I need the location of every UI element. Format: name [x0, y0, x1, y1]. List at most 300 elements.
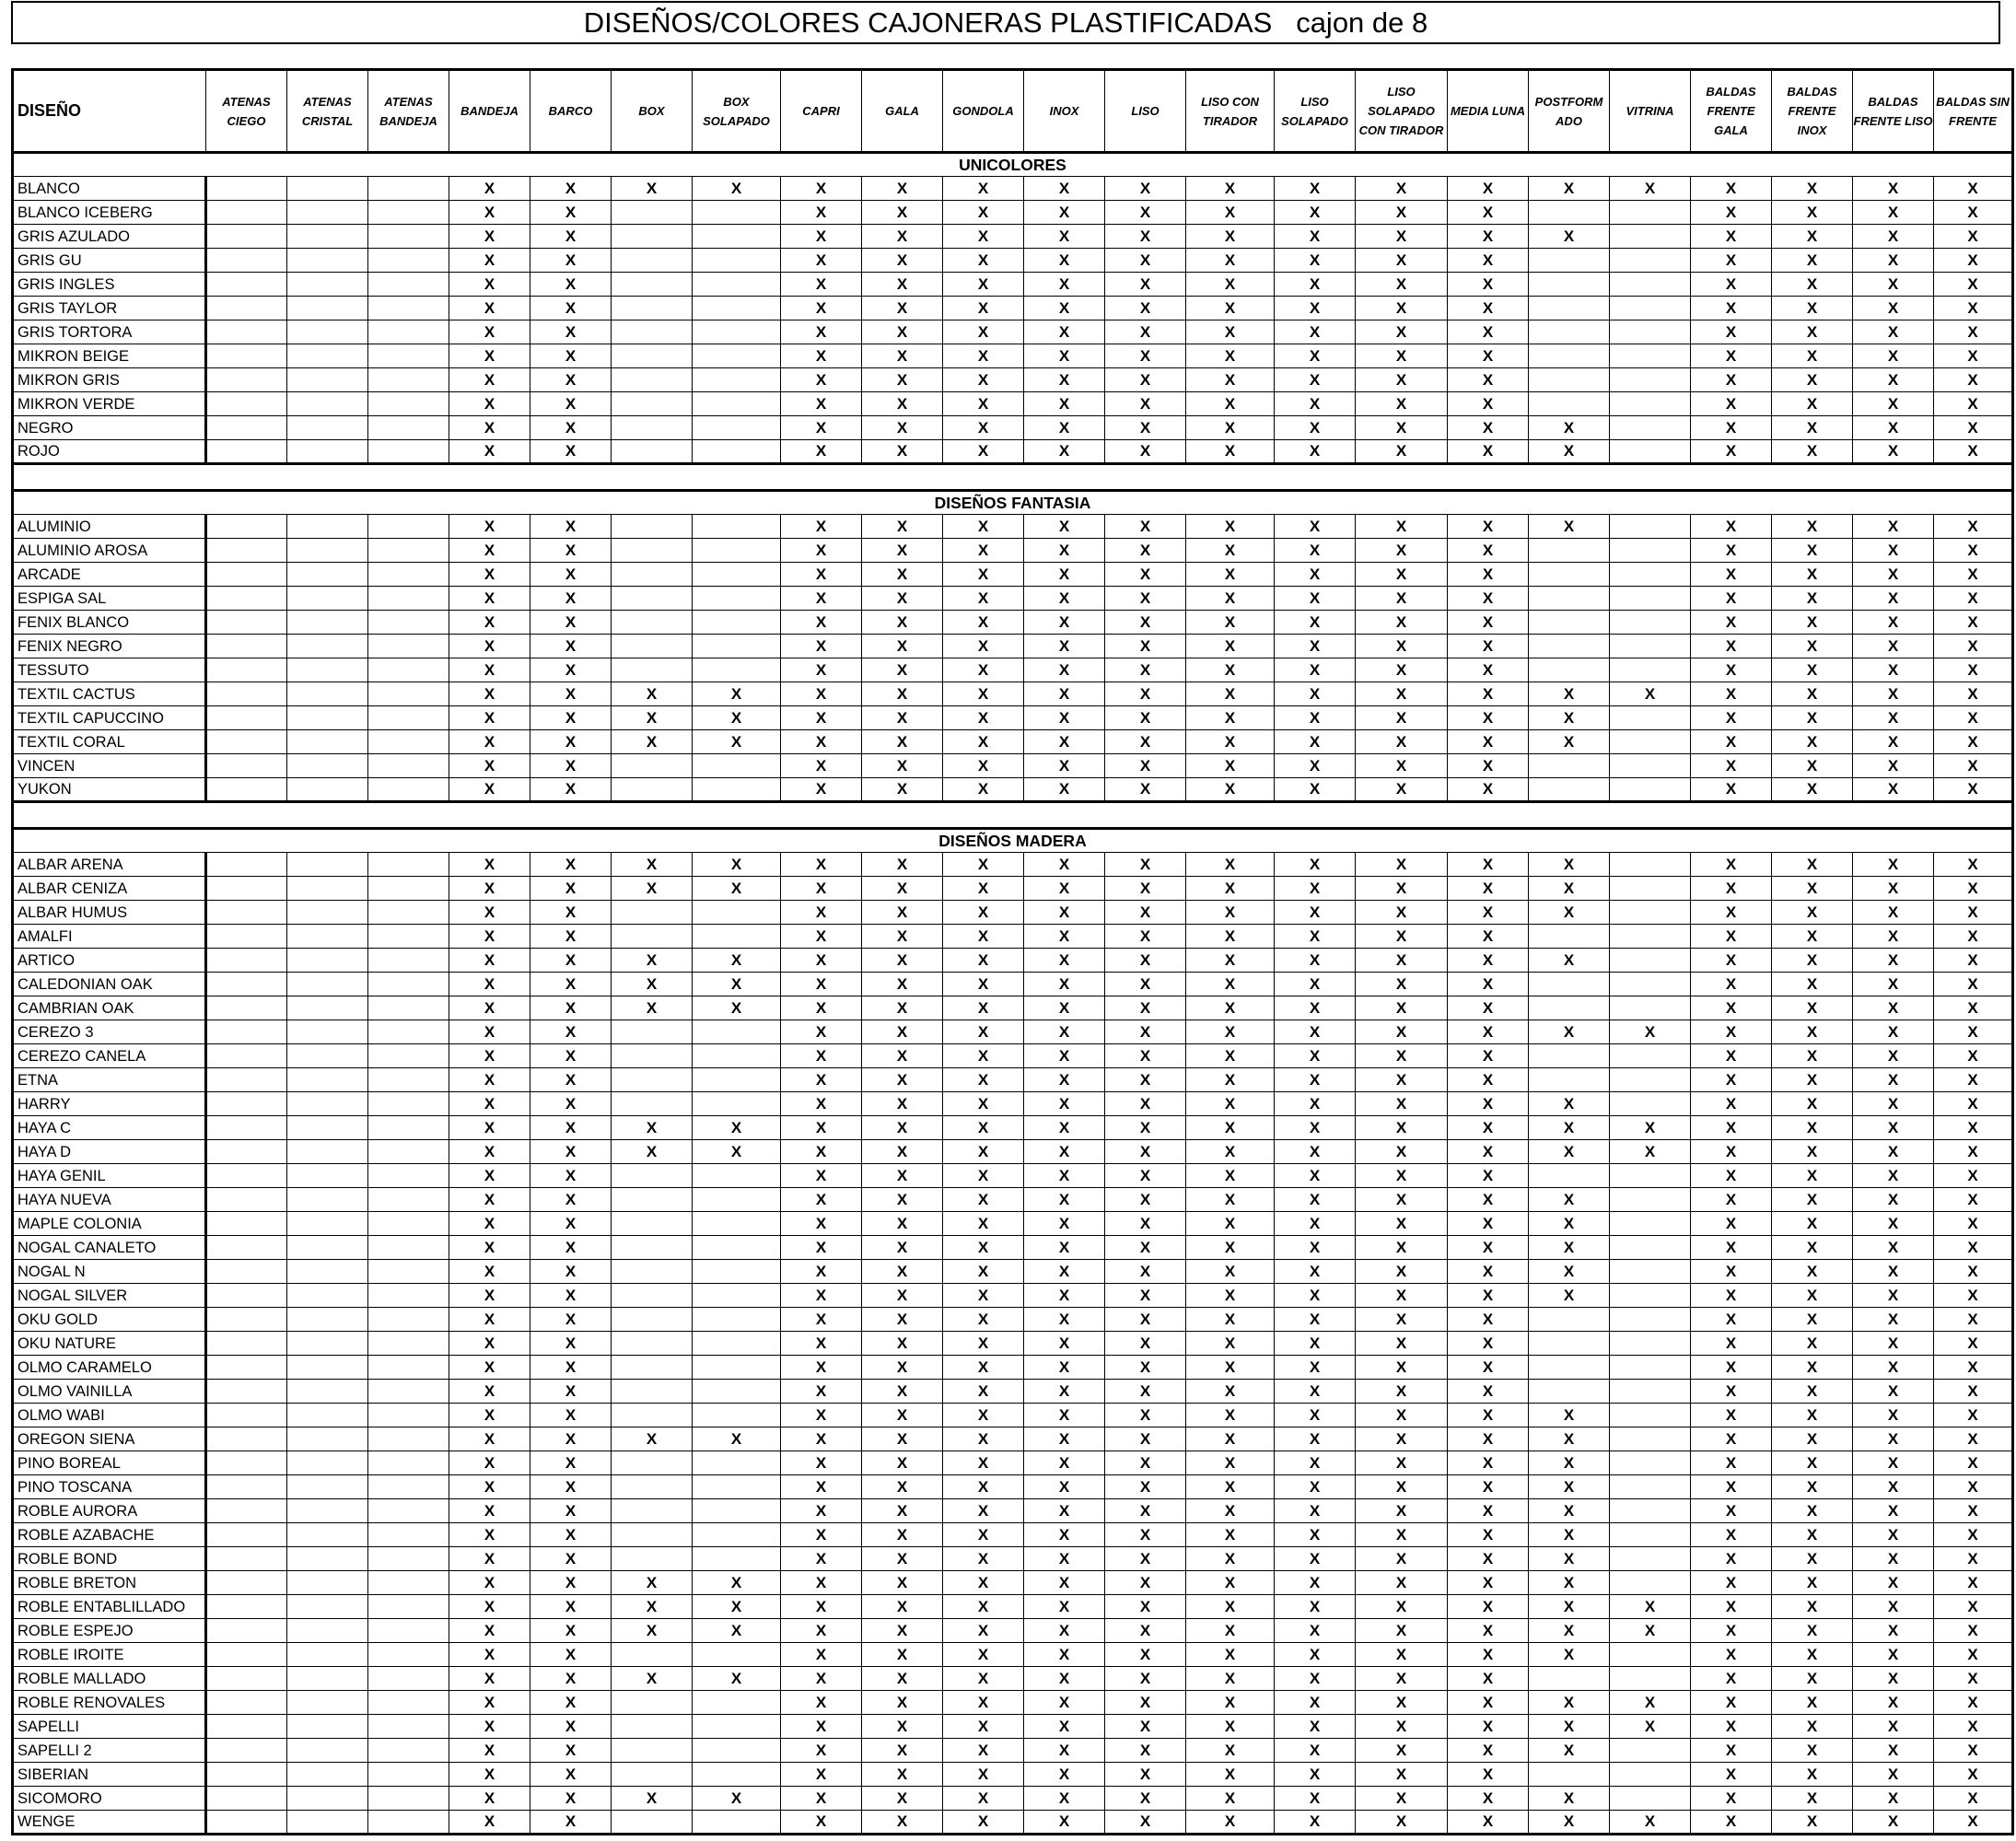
availability-mark: X — [943, 754, 1024, 778]
availability-mark: X — [1853, 1427, 1934, 1451]
availability-mark: X — [781, 1571, 862, 1595]
availability-mark: X — [1934, 706, 2013, 730]
availability-mark: X — [449, 925, 530, 949]
empty-cell — [287, 1332, 368, 1356]
table-row — [13, 225, 2013, 249]
availability-mark: X — [1024, 1332, 1105, 1356]
availability-mark: X — [1529, 1787, 1610, 1811]
empty-cell — [206, 1116, 287, 1140]
empty-cell — [612, 1068, 693, 1092]
empty-cell — [287, 877, 368, 901]
availability-mark: X — [1934, 1739, 2013, 1763]
design-name: ARTICO — [13, 949, 206, 973]
section-spacer — [13, 802, 2013, 829]
availability-mark: X — [781, 1451, 862, 1475]
availability-mark: X — [449, 1092, 530, 1116]
availability-mark: X — [530, 901, 612, 925]
availability-mark: X — [1356, 706, 1448, 730]
empty-cell — [612, 392, 693, 416]
availability-mark: X — [1691, 440, 1772, 464]
table-row — [13, 587, 2013, 611]
empty-cell — [693, 635, 781, 658]
availability-mark: X — [449, 730, 530, 754]
availability-mark: X — [1448, 1523, 1529, 1547]
empty-cell — [612, 1739, 693, 1763]
column-header: VITRINA — [1610, 70, 1691, 153]
availability-mark: X — [943, 1404, 1024, 1427]
availability-mark: X — [1356, 1020, 1448, 1044]
empty-cell — [206, 949, 287, 973]
availability-mark: X — [1186, 1619, 1275, 1643]
empty-cell — [206, 1427, 287, 1451]
availability-mark: X — [781, 1763, 862, 1787]
availability-mark: X — [449, 949, 530, 973]
availability-mark: X — [781, 1308, 862, 1332]
availability-mark: X — [1934, 1332, 2013, 1356]
availability-mark: X — [1934, 1044, 2013, 1068]
empty-cell — [693, 658, 781, 682]
availability-mark: X — [1853, 1260, 1934, 1284]
availability-mark: X — [1186, 1571, 1275, 1595]
empty-cell — [1529, 658, 1610, 682]
availability-mark: X — [1105, 1691, 1186, 1715]
empty-cell — [287, 368, 368, 392]
availability-mark: X — [1275, 996, 1356, 1020]
design-name: ROBLE IROITE — [13, 1643, 206, 1667]
availability-mark: X — [1186, 925, 1275, 949]
availability-mark: X — [1356, 1380, 1448, 1404]
availability-mark: X — [1772, 1164, 1853, 1188]
availability-mark: X — [1024, 996, 1105, 1020]
availability-mark: X — [449, 416, 530, 440]
availability-mark: X — [449, 1547, 530, 1571]
empty-cell — [368, 1691, 449, 1715]
availability-mark: X — [1448, 1164, 1529, 1188]
availability-mark: X — [449, 754, 530, 778]
empty-cell — [693, 1308, 781, 1332]
availability-mark: X — [1934, 1380, 2013, 1404]
availability-mark: X — [1105, 949, 1186, 973]
availability-mark: X — [1691, 1667, 1772, 1691]
availability-mark: X — [1186, 682, 1275, 706]
empty-cell — [1529, 273, 1610, 297]
availability-mark: X — [1275, 1475, 1356, 1499]
availability-mark: X — [1448, 853, 1529, 877]
availability-mark: X — [1853, 611, 1934, 635]
availability-mark: X — [1186, 1188, 1275, 1212]
availability-mark: X — [862, 973, 943, 996]
empty-cell — [368, 1475, 449, 1499]
availability-mark: X — [781, 273, 862, 297]
availability-mark: X — [1691, 1811, 1772, 1835]
availability-mark: X — [781, 1595, 862, 1619]
availability-mark: X — [1448, 1212, 1529, 1236]
availability-mark: X — [781, 440, 862, 464]
document-title: DISEÑOS/COLORES CAJONERAS PLASTIFICADAS cajon de 8 — [11, 1, 2000, 44]
availability-mark: X — [781, 754, 862, 778]
availability-mark: X — [530, 1356, 612, 1380]
availability-mark: X — [781, 1044, 862, 1068]
availability-mark: X — [781, 949, 862, 973]
empty-cell — [368, 515, 449, 539]
availability-mark: X — [1275, 1523, 1356, 1547]
empty-cell — [287, 611, 368, 635]
design-name: MIKRON GRIS — [13, 368, 206, 392]
availability-mark: X — [1186, 1236, 1275, 1260]
availability-mark: X — [1691, 515, 1772, 539]
availability-mark: X — [1853, 682, 1934, 706]
empty-cell — [368, 1667, 449, 1691]
availability-mark: X — [781, 1020, 862, 1044]
availability-mark: X — [1934, 201, 2013, 225]
availability-mark: X — [449, 249, 530, 273]
availability-mark: X — [862, 1763, 943, 1787]
availability-mark: X — [1356, 1308, 1448, 1332]
availability-mark: X — [1024, 877, 1105, 901]
availability-mark: X — [1853, 1284, 1934, 1308]
availability-mark: X — [1186, 392, 1275, 416]
table-row — [13, 1715, 2013, 1739]
empty-cell — [693, 1475, 781, 1499]
empty-cell — [287, 730, 368, 754]
design-name: ROBLE ESPEJO — [13, 1619, 206, 1643]
availability-mark: X — [1448, 1763, 1529, 1787]
column-header: LISO SOLAPADO CON TIRADOR — [1356, 70, 1448, 153]
empty-cell — [1610, 1427, 1691, 1451]
availability-mark: X — [862, 368, 943, 392]
availability-mark: X — [693, 682, 781, 706]
availability-mark: X — [612, 877, 693, 901]
empty-cell — [206, 1715, 287, 1739]
availability-mark: X — [1772, 440, 1853, 464]
availability-mark: X — [862, 1044, 943, 1068]
empty-cell — [1610, 658, 1691, 682]
availability-mark: X — [1186, 249, 1275, 273]
availability-mark: X — [781, 225, 862, 249]
design-name: NOGAL SILVER — [13, 1284, 206, 1308]
availability-mark: X — [781, 1739, 862, 1763]
empty-cell — [287, 635, 368, 658]
empty-cell — [206, 635, 287, 658]
availability-mark: X — [1356, 877, 1448, 901]
table-row — [13, 1811, 2013, 1835]
availability-mark: X — [1448, 344, 1529, 368]
availability-mark: X — [1024, 1571, 1105, 1595]
empty-cell — [287, 1691, 368, 1715]
availability-mark: X — [1356, 1547, 1448, 1571]
availability-mark: X — [1853, 177, 1934, 201]
availability-mark: X — [1772, 949, 1853, 973]
availability-mark: X — [1691, 368, 1772, 392]
availability-mark: X — [1529, 1547, 1610, 1571]
availability-mark: X — [1934, 1404, 2013, 1427]
availability-mark: X — [1691, 344, 1772, 368]
availability-mark: X — [449, 177, 530, 201]
availability-mark: X — [1448, 1188, 1529, 1212]
availability-mark: X — [1105, 1595, 1186, 1619]
empty-cell — [693, 515, 781, 539]
availability-mark: X — [1853, 1643, 1934, 1667]
availability-mark: X — [1024, 368, 1105, 392]
availability-mark: X — [1186, 1787, 1275, 1811]
availability-mark: X — [781, 1236, 862, 1260]
availability-mark: X — [1853, 249, 1934, 273]
availability-mark: X — [1448, 1619, 1529, 1643]
availability-mark: X — [1024, 320, 1105, 344]
availability-mark: X — [449, 1260, 530, 1284]
empty-cell — [206, 1595, 287, 1619]
availability-mark: X — [1529, 1643, 1610, 1667]
availability-mark: X — [1691, 1212, 1772, 1236]
empty-cell — [612, 515, 693, 539]
availability-mark: X — [1275, 1643, 1356, 1667]
availability-mark: X — [1691, 1260, 1772, 1284]
empty-cell — [287, 1380, 368, 1404]
design-name: CAMBRIAN OAK — [13, 996, 206, 1020]
availability-mark: X — [1024, 1811, 1105, 1835]
availability-mark: X — [1024, 1643, 1105, 1667]
availability-mark: X — [1275, 1404, 1356, 1427]
availability-mark: X — [1024, 1068, 1105, 1092]
availability-mark: X — [1691, 1356, 1772, 1380]
availability-mark: X — [1024, 1212, 1105, 1236]
empty-cell — [206, 587, 287, 611]
availability-mark: X — [1105, 563, 1186, 587]
availability-mark: X — [1772, 706, 1853, 730]
availability-mark: X — [781, 611, 862, 635]
empty-cell — [206, 249, 287, 273]
empty-cell — [612, 658, 693, 682]
empty-cell — [287, 1715, 368, 1739]
design-name: MAPLE COLONIA — [13, 1212, 206, 1236]
availability-mark: X — [1275, 587, 1356, 611]
table-row — [13, 1044, 2013, 1068]
empty-cell — [612, 1188, 693, 1212]
availability-mark: X — [1529, 706, 1610, 730]
availability-mark: X — [1356, 1236, 1448, 1260]
table-row — [13, 1763, 2013, 1787]
availability-mark: X — [1772, 539, 1853, 563]
availability-mark: X — [1275, 563, 1356, 587]
table-row — [13, 706, 2013, 730]
availability-mark: X — [1024, 392, 1105, 416]
availability-mark: X — [1105, 730, 1186, 754]
availability-mark: X — [1275, 273, 1356, 297]
empty-cell — [612, 273, 693, 297]
table-row — [13, 1212, 2013, 1236]
availability-mark: X — [1105, 587, 1186, 611]
availability-mark: X — [781, 177, 862, 201]
availability-mark: X — [862, 1427, 943, 1451]
empty-cell — [1610, 1308, 1691, 1332]
availability-mark: X — [1853, 515, 1934, 539]
availability-mark: X — [1275, 682, 1356, 706]
availability-mark: X — [943, 368, 1024, 392]
table-row — [13, 1332, 2013, 1356]
availability-mark: X — [1024, 1667, 1105, 1691]
availability-mark: X — [943, 1787, 1024, 1811]
empty-cell — [612, 925, 693, 949]
design-name: OLMO WABI — [13, 1404, 206, 1427]
availability-mark: X — [1356, 778, 1448, 802]
empty-cell — [368, 344, 449, 368]
availability-mark: X — [1934, 877, 2013, 901]
availability-mark: X — [1691, 1451, 1772, 1475]
availability-mark: X — [530, 1404, 612, 1427]
availability-mark: X — [1275, 539, 1356, 563]
availability-mark: X — [943, 587, 1024, 611]
empty-cell — [612, 635, 693, 658]
availability-mark: X — [530, 320, 612, 344]
empty-cell — [368, 853, 449, 877]
availability-mark: X — [1024, 658, 1105, 682]
empty-cell — [206, 1020, 287, 1044]
availability-mark: X — [1691, 297, 1772, 320]
availability-mark: X — [1448, 1667, 1529, 1691]
empty-cell — [1610, 539, 1691, 563]
availability-mark: X — [862, 1667, 943, 1691]
empty-cell — [612, 1332, 693, 1356]
availability-mark: X — [1772, 1308, 1853, 1332]
empty-cell — [693, 1739, 781, 1763]
availability-mark: X — [449, 1691, 530, 1715]
column-header: BARCO — [530, 70, 612, 153]
empty-cell — [612, 1236, 693, 1260]
availability-mark: X — [1691, 1044, 1772, 1068]
column-header: GONDOLA — [943, 70, 1024, 153]
empty-cell — [206, 1332, 287, 1356]
empty-cell — [693, 297, 781, 320]
table-row — [13, 177, 2013, 201]
empty-cell — [612, 344, 693, 368]
availability-mark: X — [1186, 515, 1275, 539]
availability-mark: X — [1934, 249, 2013, 273]
availability-mark: X — [781, 1116, 862, 1140]
empty-cell — [612, 1380, 693, 1404]
availability-mark: X — [862, 1811, 943, 1835]
design-name: OLMO VAINILLA — [13, 1380, 206, 1404]
column-header: BALDAS FRENTE GALA — [1691, 70, 1772, 153]
availability-mark: X — [1448, 320, 1529, 344]
column-header: BALDAS SIN FRENTE — [1934, 70, 2013, 153]
table-row — [13, 1595, 2013, 1619]
availability-mark: X — [1691, 1475, 1772, 1499]
availability-mark: X — [781, 1260, 862, 1284]
availability-mark: X — [612, 949, 693, 973]
spacer-cell — [13, 464, 2013, 491]
empty-cell — [206, 1068, 287, 1092]
availability-mark: X — [1186, 901, 1275, 925]
availability-mark: X — [943, 1547, 1024, 1571]
availability-mark: X — [1934, 1356, 2013, 1380]
availability-mark: X — [1448, 539, 1529, 563]
empty-cell — [287, 539, 368, 563]
availability-mark: X — [449, 440, 530, 464]
availability-mark: X — [1275, 225, 1356, 249]
empty-cell — [693, 1523, 781, 1547]
availability-mark: X — [1024, 177, 1105, 201]
empty-cell — [1529, 925, 1610, 949]
availability-mark: X — [1275, 730, 1356, 754]
empty-cell — [1610, 1451, 1691, 1475]
availability-mark: X — [449, 344, 530, 368]
availability-mark: X — [1772, 1763, 1853, 1787]
availability-mark: X — [1691, 1619, 1772, 1643]
availability-mark: X — [1772, 1284, 1853, 1308]
empty-cell — [1610, 1044, 1691, 1068]
design-name: ROBLE RENOVALES — [13, 1691, 206, 1715]
design-name: ROBLE AURORA — [13, 1499, 206, 1523]
design-name: ROBLE BRETON — [13, 1571, 206, 1595]
design-name: OKU GOLD — [13, 1308, 206, 1332]
availability-mark: X — [530, 1427, 612, 1451]
empty-cell — [1529, 297, 1610, 320]
availability-mark: X — [1105, 1188, 1186, 1212]
availability-mark: X — [1356, 1092, 1448, 1116]
availability-mark: X — [1356, 416, 1448, 440]
availability-mark: X — [1448, 1811, 1529, 1835]
empty-cell — [368, 368, 449, 392]
empty-cell — [368, 1643, 449, 1667]
availability-mark: X — [1275, 949, 1356, 973]
availability-mark: X — [1853, 1571, 1934, 1595]
availability-mark: X — [530, 1188, 612, 1212]
availability-mark: X — [1275, 1547, 1356, 1571]
design-name: SAPELLI 2 — [13, 1739, 206, 1763]
availability-mark: X — [1772, 682, 1853, 706]
availability-mark: X — [1934, 1475, 2013, 1499]
availability-mark: X — [449, 877, 530, 901]
availability-mark: X — [1934, 973, 2013, 996]
availability-mark: X — [1024, 1763, 1105, 1787]
empty-cell — [287, 901, 368, 925]
availability-mark: X — [1772, 344, 1853, 368]
empty-cell — [1610, 1667, 1691, 1691]
design-name: ROBLE MALLADO — [13, 1667, 206, 1691]
empty-cell — [693, 1691, 781, 1715]
availability-mark: X — [1448, 754, 1529, 778]
table-row — [13, 392, 2013, 416]
availability-mark: X — [781, 973, 862, 996]
availability-mark: X — [530, 344, 612, 368]
design-name: ESPIGA SAL — [13, 587, 206, 611]
empty-cell — [1529, 1356, 1610, 1380]
availability-mark: X — [530, 1308, 612, 1332]
availability-mark: X — [1186, 754, 1275, 778]
availability-mark: X — [1275, 1068, 1356, 1092]
availability-mark: X — [1105, 1451, 1186, 1475]
availability-mark: X — [943, 225, 1024, 249]
empty-cell — [287, 1068, 368, 1092]
availability-mark: X — [1448, 392, 1529, 416]
empty-cell — [206, 1260, 287, 1284]
empty-cell — [1529, 539, 1610, 563]
availability-mark: X — [943, 201, 1024, 225]
availability-mark: X — [1275, 1499, 1356, 1523]
availability-mark: X — [1275, 1236, 1356, 1260]
availability-mark: X — [943, 1260, 1024, 1284]
availability-mark: X — [1853, 1787, 1934, 1811]
availability-mark: X — [781, 392, 862, 416]
design-name: GRIS AZULADO — [13, 225, 206, 249]
availability-mark: X — [1772, 1212, 1853, 1236]
availability-mark: X — [612, 1595, 693, 1619]
availability-mark: X — [1934, 1547, 2013, 1571]
availability-mark: X — [1275, 1116, 1356, 1140]
availability-mark: X — [1772, 658, 1853, 682]
design-name: TEXTIL CORAL — [13, 730, 206, 754]
availability-mark: X — [1691, 1380, 1772, 1404]
